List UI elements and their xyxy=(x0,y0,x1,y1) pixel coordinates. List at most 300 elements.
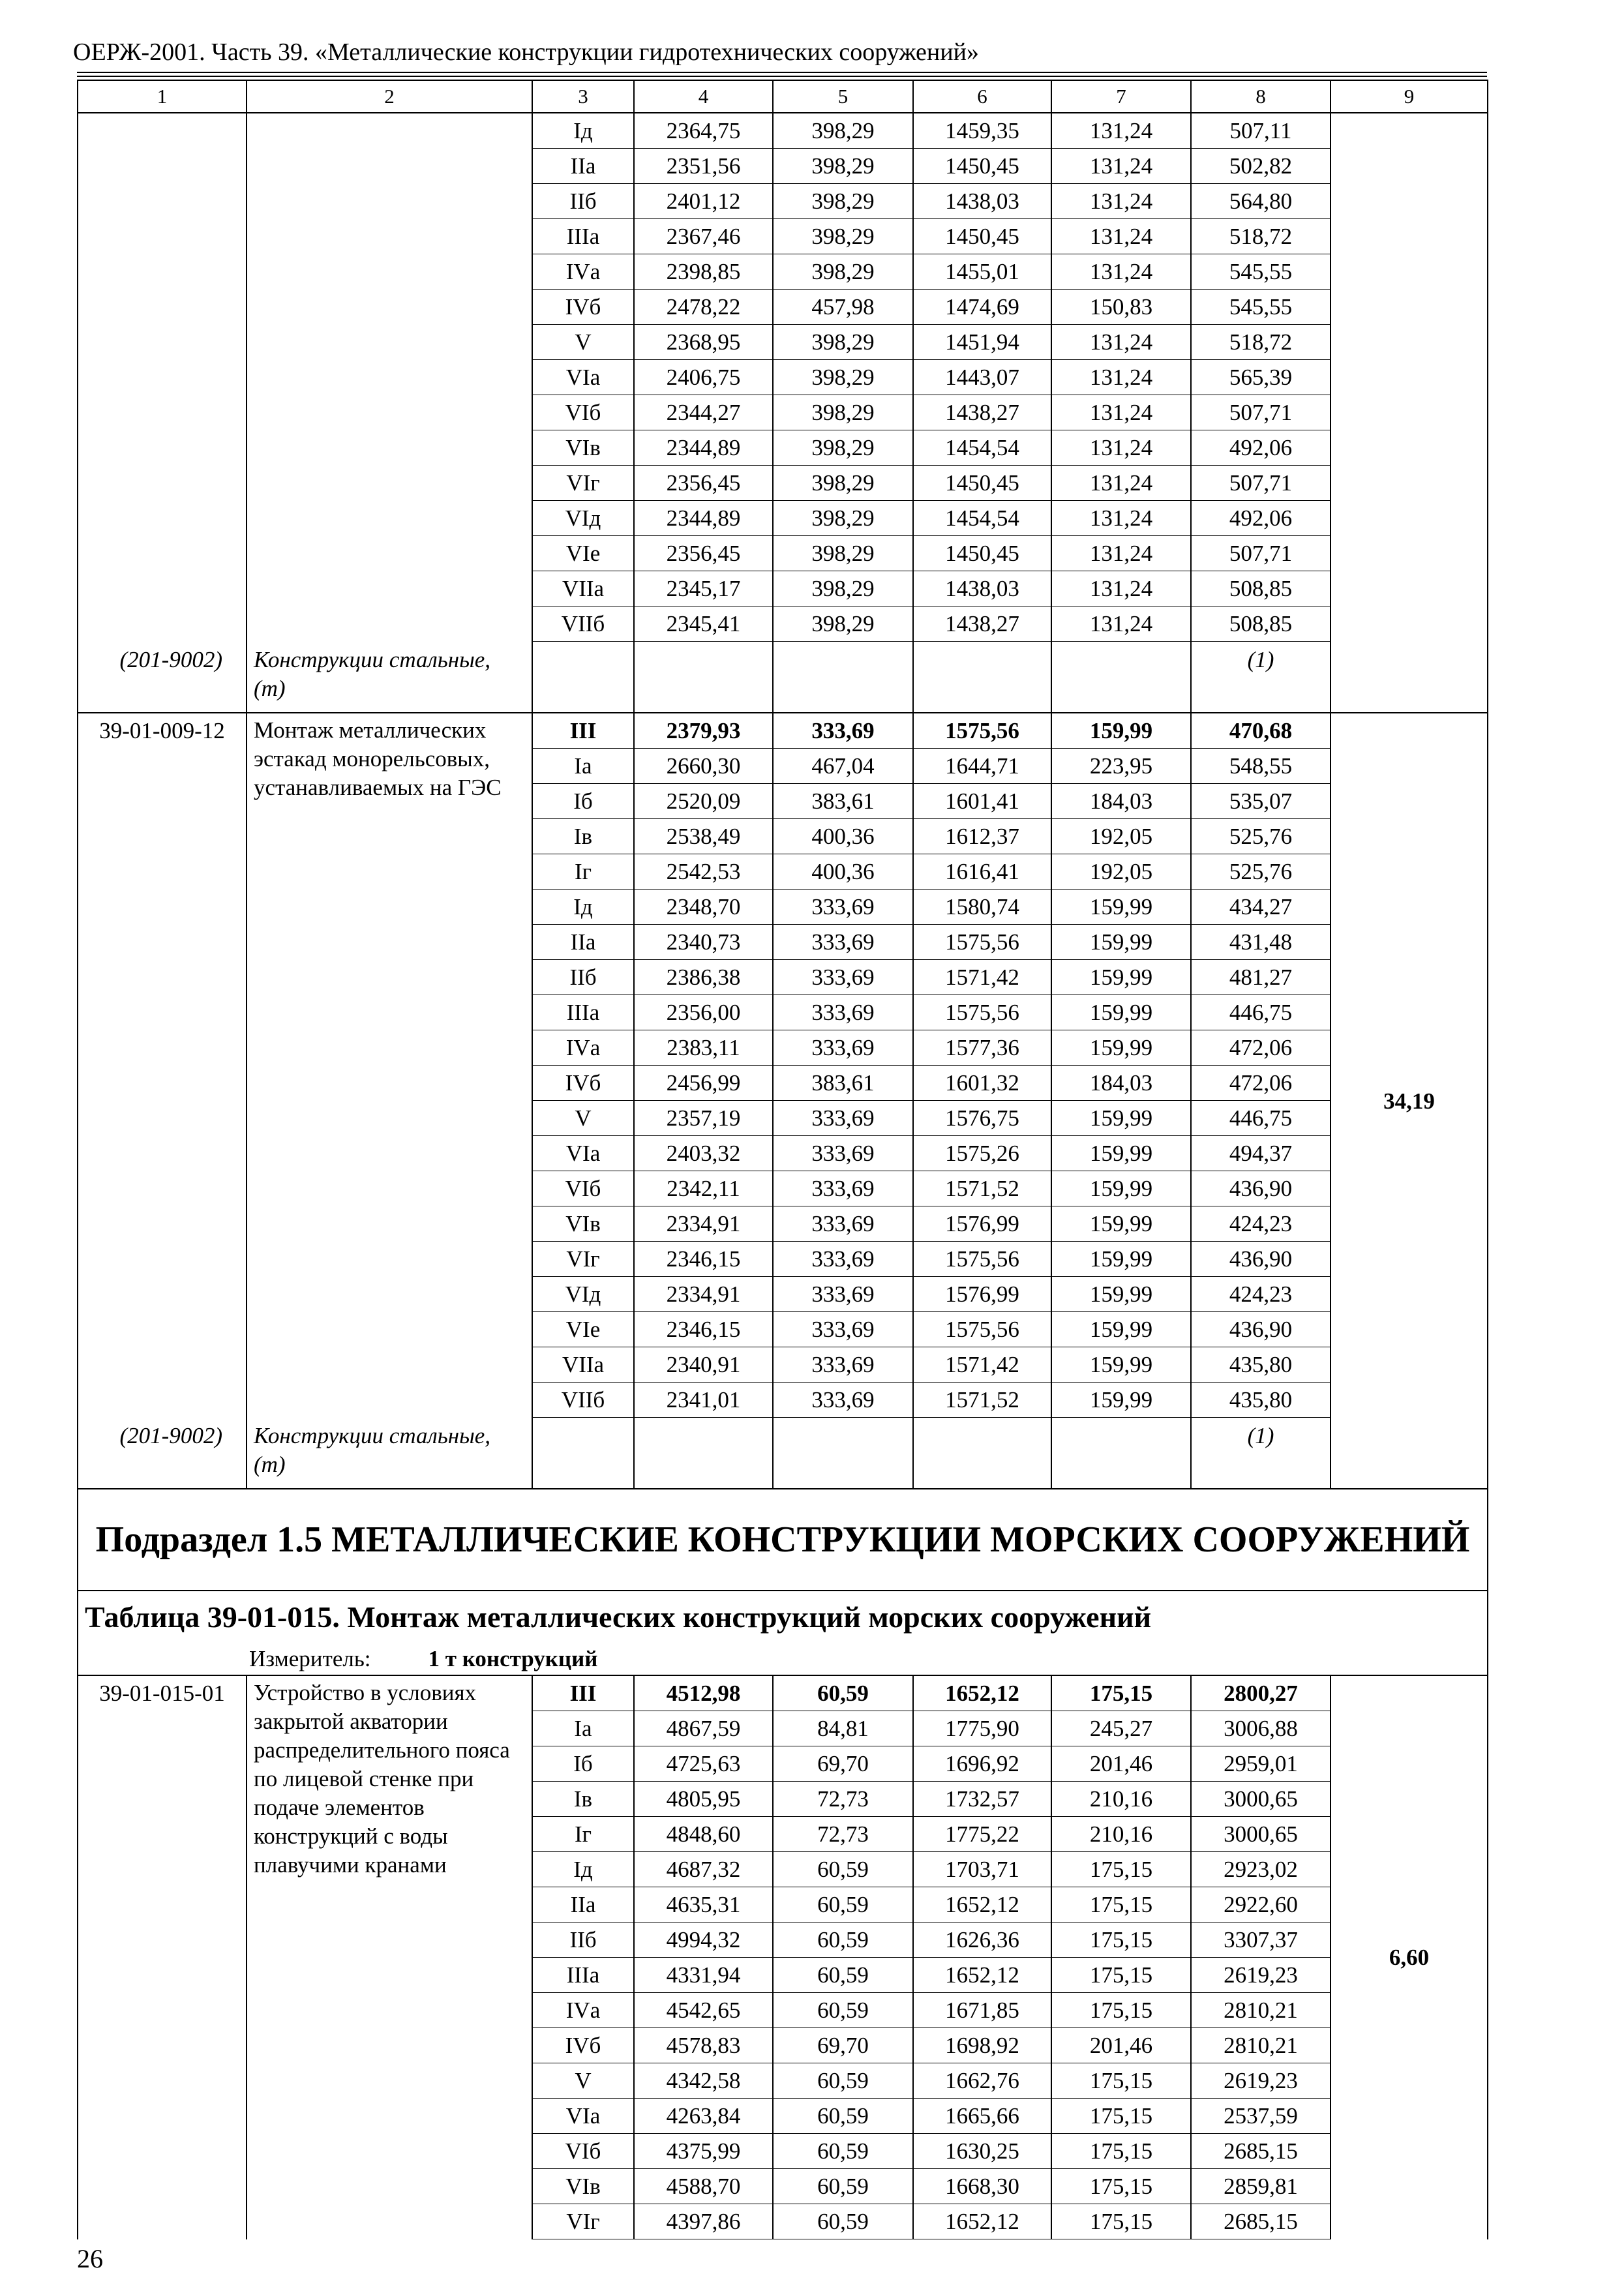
price-value: 60,59 xyxy=(773,1887,913,1922)
price-value: 192,05 xyxy=(1051,819,1191,854)
price-value: 4512,98 xyxy=(634,1675,773,1711)
price-value: 333,69 xyxy=(773,1101,913,1136)
price-value: 1576,99 xyxy=(913,1277,1051,1312)
territory-zone: Iа xyxy=(532,749,634,784)
table-title: Таблица 39-01-015. Монтаж металлических конструкций морских сооружений xyxy=(78,1591,1488,1643)
price-value: 2334,91 xyxy=(634,1206,773,1242)
price-value: 2344,89 xyxy=(634,430,773,466)
price-value: 3006,88 xyxy=(1191,1711,1331,1746)
price-value: 2344,89 xyxy=(634,501,773,536)
price-value: 2859,81 xyxy=(1191,2169,1331,2204)
price-value: 2346,15 xyxy=(634,1242,773,1277)
rate-code: 39-01-009-12 xyxy=(78,713,247,1418)
price-value: 446,75 xyxy=(1191,1101,1331,1136)
price-value: 159,99 xyxy=(1051,1171,1191,1206)
price-value: 131,24 xyxy=(1051,606,1191,642)
price-value: 507,11 xyxy=(1191,113,1331,149)
section-title: Подраздел 1.5 МЕТАЛЛИЧЕСКИЕ КОНСТРУКЦИИ МОРСКИХ СООРУЖЕНИЙ xyxy=(78,1489,1488,1591)
price-value: 159,99 xyxy=(1051,1101,1191,1136)
price-value: 398,29 xyxy=(773,219,913,254)
price-value: 333,69 xyxy=(773,1242,913,1277)
price-value: 1450,45 xyxy=(913,466,1051,501)
price-value: 2356,45 xyxy=(634,536,773,571)
price-value: 492,06 xyxy=(1191,430,1331,466)
price-value: 470,68 xyxy=(1191,713,1331,749)
empty-cell xyxy=(532,642,634,713)
price-value: 60,59 xyxy=(773,1852,913,1887)
price-value: 159,99 xyxy=(1051,1030,1191,1066)
price-value: 508,85 xyxy=(1191,606,1331,642)
table-row xyxy=(78,113,1488,149)
price-value: 525,76 xyxy=(1191,854,1331,890)
price-value: 333,69 xyxy=(773,1347,913,1383)
price-value: 398,29 xyxy=(773,184,913,219)
price-value: 424,23 xyxy=(1191,1206,1331,1242)
price-value: 1601,41 xyxy=(913,784,1051,819)
price-value: 398,29 xyxy=(773,536,913,571)
empty-cell xyxy=(634,642,773,713)
territory-zone: Iв xyxy=(532,1782,634,1817)
territory-zone: VIг xyxy=(532,2204,634,2239)
price-value: 2368,95 xyxy=(634,325,773,360)
price-value: 2398,85 xyxy=(634,254,773,290)
price-value: 525,76 xyxy=(1191,819,1331,854)
price-value: 210,16 xyxy=(1051,1817,1191,1852)
price-value: 2340,91 xyxy=(634,1347,773,1383)
price-value: 131,24 xyxy=(1051,395,1191,430)
price-value: 2334,91 xyxy=(634,1277,773,1312)
price-value: 502,82 xyxy=(1191,149,1331,184)
price-value: 1438,27 xyxy=(913,606,1051,642)
material-code: (201-9002) xyxy=(78,642,247,713)
territory-zone: IIIа xyxy=(532,995,634,1030)
price-value: 400,36 xyxy=(773,854,913,890)
price-value: 457,98 xyxy=(773,290,913,325)
price-value: 1626,36 xyxy=(913,1922,1051,1958)
price-value: 72,73 xyxy=(773,1782,913,1817)
price-value: 159,99 xyxy=(1051,1347,1191,1383)
price-value: 1438,03 xyxy=(913,571,1051,606)
price-value: 131,24 xyxy=(1051,149,1191,184)
price-value: 131,24 xyxy=(1051,501,1191,536)
price-value: 3000,65 xyxy=(1191,1782,1331,1817)
price-value: 131,24 xyxy=(1051,430,1191,466)
territory-zone: VIе xyxy=(532,1312,634,1347)
territory-zone: VIIа xyxy=(532,571,634,606)
price-value: 333,69 xyxy=(773,1383,913,1418)
price-value: 4848,60 xyxy=(634,1817,773,1852)
price-value: 1698,92 xyxy=(913,2028,1051,2063)
price-value: 72,73 xyxy=(773,1817,913,1852)
price-value: 507,71 xyxy=(1191,466,1331,501)
price-value: 1571,42 xyxy=(913,1347,1051,1383)
price-value: 1571,52 xyxy=(913,1171,1051,1206)
price-value: 175,15 xyxy=(1051,1887,1191,1922)
price-value: 175,15 xyxy=(1051,2099,1191,2134)
section-title-row xyxy=(78,1489,1488,1591)
price-value: 4542,65 xyxy=(634,1993,773,2028)
territory-zone: V xyxy=(532,1101,634,1136)
price-value: 1703,71 xyxy=(913,1852,1051,1887)
price-value: 159,99 xyxy=(1051,925,1191,960)
price-value: 2367,46 xyxy=(634,219,773,254)
price-value: 2922,60 xyxy=(1191,1887,1331,1922)
price-value: 2685,15 xyxy=(1191,2134,1331,2169)
territory-zone: IIа xyxy=(532,149,634,184)
price-value: 472,06 xyxy=(1191,1066,1331,1101)
territory-zone: Iа xyxy=(532,1711,634,1746)
price-value: 2364,75 xyxy=(634,113,773,149)
price-value: 175,15 xyxy=(1051,1922,1191,1958)
price-value: 333,69 xyxy=(773,713,913,749)
territory-zone: VIа xyxy=(532,1136,634,1171)
price-value: 383,61 xyxy=(773,1066,913,1101)
price-value: 1630,25 xyxy=(913,2134,1051,2169)
column-number: 5 xyxy=(773,80,913,113)
price-value: 436,90 xyxy=(1191,1312,1331,1347)
price-value: 60,59 xyxy=(773,2063,913,2099)
territory-zone: VIв xyxy=(532,2169,634,2204)
territory-zone: Iд xyxy=(532,113,634,149)
price-value: 159,99 xyxy=(1051,1206,1191,1242)
price-value: 1571,42 xyxy=(913,960,1051,995)
price-value: 2356,00 xyxy=(634,995,773,1030)
price-value: 1616,41 xyxy=(913,854,1051,890)
price-value: 2810,21 xyxy=(1191,1993,1331,2028)
price-value: 4588,70 xyxy=(634,2169,773,2204)
column-number: 1 xyxy=(78,80,247,113)
column-number-row xyxy=(78,80,1488,113)
price-value: 175,15 xyxy=(1051,1993,1191,2028)
work-description xyxy=(247,113,532,642)
work-description: Монтаж металлических эстакад монорельсовых, устанавливаемых на ГЭС xyxy=(247,713,532,1418)
territory-zone: VIв xyxy=(532,1206,634,1242)
price-value: 333,69 xyxy=(773,890,913,925)
price-value: 1775,90 xyxy=(913,1711,1051,1746)
price-value: 60,59 xyxy=(773,2134,913,2169)
price-value: 383,61 xyxy=(773,784,913,819)
price-value: 4805,95 xyxy=(634,1782,773,1817)
price-value: 159,99 xyxy=(1051,1277,1191,1312)
price-value: 1652,12 xyxy=(913,1887,1051,1922)
meter-value: 1 т конструкций xyxy=(428,1646,598,1671)
territory-zone: IVа xyxy=(532,1993,634,2028)
price-value: 4994,32 xyxy=(634,1922,773,1958)
rate-code xyxy=(78,113,247,642)
price-value: 333,69 xyxy=(773,995,913,1030)
price-value: 1665,66 xyxy=(913,2099,1051,2134)
price-value: 2348,70 xyxy=(634,890,773,925)
price-value: 159,99 xyxy=(1051,1242,1191,1277)
price-value: 1454,54 xyxy=(913,430,1051,466)
price-value: 2403,32 xyxy=(634,1136,773,1171)
column-number: 4 xyxy=(634,80,773,113)
price-value: 175,15 xyxy=(1051,1675,1191,1711)
price-value: 4687,32 xyxy=(634,1852,773,1887)
empty-cell xyxy=(913,642,1051,713)
territory-zone: Iв xyxy=(532,819,634,854)
price-value: 4578,83 xyxy=(634,2028,773,2063)
price-value: 175,15 xyxy=(1051,1958,1191,1993)
price-value: 1575,56 xyxy=(913,1242,1051,1277)
price-value: 60,59 xyxy=(773,1922,913,1958)
price-value: 4867,59 xyxy=(634,1711,773,1746)
column-number: 2 xyxy=(247,80,532,113)
price-value: 2345,41 xyxy=(634,606,773,642)
empty-cell xyxy=(773,1418,913,1489)
labor-cost xyxy=(1331,113,1488,713)
price-value: 245,27 xyxy=(1051,1711,1191,1746)
price-value: 159,99 xyxy=(1051,1383,1191,1418)
column-number: 6 xyxy=(913,80,1051,113)
price-value: 131,24 xyxy=(1051,254,1191,290)
price-value: 1443,07 xyxy=(913,360,1051,395)
price-value: 2386,38 xyxy=(634,960,773,995)
territory-zone: Iб xyxy=(532,1746,634,1782)
price-value: 159,99 xyxy=(1051,1312,1191,1347)
price-value: 1450,45 xyxy=(913,219,1051,254)
price-value: 1450,45 xyxy=(913,149,1051,184)
price-value: 467,04 xyxy=(773,749,913,784)
price-value: 398,29 xyxy=(773,149,913,184)
price-value: 131,24 xyxy=(1051,466,1191,501)
price-value: 2342,11 xyxy=(634,1171,773,1206)
price-value: 507,71 xyxy=(1191,536,1331,571)
rate-code: 39-01-015-01 xyxy=(78,1675,247,2239)
price-value: 60,59 xyxy=(773,1958,913,1993)
price-value: 333,69 xyxy=(773,1206,913,1242)
price-value: 446,75 xyxy=(1191,995,1331,1030)
price-value: 1454,54 xyxy=(913,501,1051,536)
price-value: 1652,12 xyxy=(913,1675,1051,1711)
price-value: 1652,12 xyxy=(913,2204,1051,2239)
price-value: 60,59 xyxy=(773,2169,913,2204)
price-value: 131,24 xyxy=(1051,113,1191,149)
price-value: 2660,30 xyxy=(634,749,773,784)
column-number: 3 xyxy=(532,80,634,113)
price-value: 60,59 xyxy=(773,2099,913,2134)
price-value: 1644,71 xyxy=(913,749,1051,784)
material-name: Конструкции стальные, (т) xyxy=(247,642,532,713)
price-value: 159,99 xyxy=(1051,1136,1191,1171)
price-value: 518,72 xyxy=(1191,325,1331,360)
header-rule-2 xyxy=(77,76,1487,77)
price-value: 159,99 xyxy=(1051,890,1191,925)
territory-zone: IVб xyxy=(532,1066,634,1101)
price-value: 84,81 xyxy=(773,1711,913,1746)
price-value: 2456,99 xyxy=(634,1066,773,1101)
territory-zone: Iг xyxy=(532,854,634,890)
price-value: 3000,65 xyxy=(1191,1817,1331,1852)
price-value: 175,15 xyxy=(1051,2063,1191,2099)
empty-cell xyxy=(1051,642,1191,713)
territory-zone: IIб xyxy=(532,960,634,995)
price-value: 472,06 xyxy=(1191,1030,1331,1066)
territory-zone: IIа xyxy=(532,925,634,960)
price-value: 424,23 xyxy=(1191,1277,1331,1312)
territory-zone: IVа xyxy=(532,254,634,290)
price-value: 1601,32 xyxy=(913,1066,1051,1101)
territory-zone: VIб xyxy=(532,2134,634,2169)
territory-zone: VIд xyxy=(532,501,634,536)
price-value: 1451,94 xyxy=(913,325,1051,360)
header-rule xyxy=(77,72,1487,73)
price-value: 434,27 xyxy=(1191,890,1331,925)
column-number: 7 xyxy=(1051,80,1191,113)
rates-table xyxy=(77,80,1488,2239)
price-value: 1450,45 xyxy=(913,536,1051,571)
empty-cell xyxy=(773,642,913,713)
price-value: 1575,26 xyxy=(913,1136,1051,1171)
price-value: 398,29 xyxy=(773,606,913,642)
price-value: 69,70 xyxy=(773,1746,913,1782)
price-value: 175,15 xyxy=(1051,2134,1191,2169)
price-value: 2341,01 xyxy=(634,1383,773,1418)
price-value: 4263,84 xyxy=(634,2099,773,2134)
price-value: 1575,56 xyxy=(913,713,1051,749)
price-value: 2685,15 xyxy=(1191,2204,1331,2239)
price-value: 398,29 xyxy=(773,430,913,466)
price-value: 131,24 xyxy=(1051,184,1191,219)
price-value: 131,24 xyxy=(1051,536,1191,571)
price-value: 2619,23 xyxy=(1191,2063,1331,2099)
price-value: 2810,21 xyxy=(1191,2028,1331,2063)
price-value: 2406,75 xyxy=(634,360,773,395)
page-header: ОЕРЖ-2001. Часть 39. «Металлические конструкции гидротехнических сооружений» xyxy=(73,38,979,66)
price-value: 159,99 xyxy=(1051,995,1191,1030)
price-value: 192,05 xyxy=(1051,854,1191,890)
price-value: 333,69 xyxy=(773,1171,913,1206)
territory-zone: IVб xyxy=(532,2028,634,2063)
material-footnote-row xyxy=(78,642,1488,713)
territory-zone: V xyxy=(532,325,634,360)
price-value: 4397,86 xyxy=(634,2204,773,2239)
price-value: 333,69 xyxy=(773,960,913,995)
price-value: 398,29 xyxy=(773,254,913,290)
price-value: 2478,22 xyxy=(634,290,773,325)
price-value: 398,29 xyxy=(773,466,913,501)
territory-zone: VIIб xyxy=(532,606,634,642)
territory-zone: IVб xyxy=(532,290,634,325)
price-value: 150,83 xyxy=(1051,290,1191,325)
price-value: 1662,76 xyxy=(913,2063,1051,2099)
price-value: 223,95 xyxy=(1051,749,1191,784)
territory-zone: Iг xyxy=(532,1817,634,1852)
price-value: 2542,53 xyxy=(634,854,773,890)
territory-zone: VIа xyxy=(532,2099,634,2134)
material-quantity: (1) xyxy=(1191,642,1331,713)
price-value: 2619,23 xyxy=(1191,1958,1331,1993)
price-value: 1455,01 xyxy=(913,254,1051,290)
price-value: 1580,74 xyxy=(913,890,1051,925)
price-value: 492,06 xyxy=(1191,501,1331,536)
price-value: 1696,92 xyxy=(913,1746,1051,1782)
table-row xyxy=(78,1675,1488,1711)
territory-zone: VIе xyxy=(532,536,634,571)
price-value: 60,59 xyxy=(773,1675,913,1711)
territory-zone: VIIб xyxy=(532,1383,634,1418)
territory-zone: IIб xyxy=(532,1922,634,1958)
price-value: 494,37 xyxy=(1191,1136,1331,1171)
price-value: 1671,85 xyxy=(913,1993,1051,2028)
territory-zone: VIг xyxy=(532,1242,634,1277)
price-value: 131,24 xyxy=(1051,325,1191,360)
price-value: 1668,30 xyxy=(913,2169,1051,2204)
price-value: 333,69 xyxy=(773,1030,913,1066)
price-value: 131,24 xyxy=(1051,219,1191,254)
price-value: 2538,49 xyxy=(634,819,773,854)
price-value: 4375,99 xyxy=(634,2134,773,2169)
territory-zone: IIа xyxy=(532,1887,634,1922)
price-value: 175,15 xyxy=(1051,1852,1191,1887)
material-name: Конструкции стальные, (т) xyxy=(247,1418,532,1489)
price-value: 507,71 xyxy=(1191,395,1331,430)
table-title-row xyxy=(78,1591,1488,1643)
territory-zone: IIб xyxy=(532,184,634,219)
price-value: 2520,09 xyxy=(634,784,773,819)
price-value: 535,07 xyxy=(1191,784,1331,819)
price-value: 2959,01 xyxy=(1191,1746,1331,1782)
price-value: 184,03 xyxy=(1051,784,1191,819)
territory-zone: III xyxy=(532,1675,634,1711)
empty-cell xyxy=(1051,1418,1191,1489)
price-value: 1438,27 xyxy=(913,395,1051,430)
meter-cell xyxy=(78,1643,1488,1675)
price-value: 4635,31 xyxy=(634,1887,773,1922)
price-value: 159,99 xyxy=(1051,960,1191,995)
territory-zone: IVа xyxy=(532,1030,634,1066)
territory-zone: VIб xyxy=(532,1171,634,1206)
labor-cost: 6,60 xyxy=(1331,1675,1488,2239)
territory-zone: Iд xyxy=(532,890,634,925)
price-value: 435,80 xyxy=(1191,1383,1331,1418)
price-value: 1576,75 xyxy=(913,1101,1051,1136)
price-value: 4725,63 xyxy=(634,1746,773,1782)
meter-row xyxy=(78,1643,1488,1675)
price-value: 436,90 xyxy=(1191,1242,1331,1277)
price-value: 2351,56 xyxy=(634,149,773,184)
territory-zone: IIIа xyxy=(532,219,634,254)
price-value: 1732,57 xyxy=(913,1782,1051,1817)
meter-label: Измеритель: xyxy=(249,1646,371,1671)
price-value: 400,36 xyxy=(773,819,913,854)
price-value: 2537,59 xyxy=(1191,2099,1331,2134)
price-value: 545,55 xyxy=(1191,290,1331,325)
price-value: 2401,12 xyxy=(634,184,773,219)
price-value: 1652,12 xyxy=(913,1958,1051,1993)
price-value: 159,99 xyxy=(1051,713,1191,749)
labor-cost: 34,19 xyxy=(1331,713,1488,1489)
price-value: 2340,73 xyxy=(634,925,773,960)
price-value: 398,29 xyxy=(773,571,913,606)
price-value: 333,69 xyxy=(773,1312,913,1347)
price-value: 2383,11 xyxy=(634,1030,773,1066)
territory-zone: VIб xyxy=(532,395,634,430)
territory-zone: Iд xyxy=(532,1852,634,1887)
price-value: 333,69 xyxy=(773,1136,913,1171)
territory-zone: VIг xyxy=(532,466,634,501)
price-value: 2345,17 xyxy=(634,571,773,606)
price-value: 565,39 xyxy=(1191,360,1331,395)
price-value: 545,55 xyxy=(1191,254,1331,290)
price-value: 564,80 xyxy=(1191,184,1331,219)
territory-zone: IIIа xyxy=(532,1958,634,1993)
work-description: Устройство в условиях закрытой акватории распределительного пояса по лицевой стенке при подаче элементов конструкций с воды плавучими кранами xyxy=(247,1675,532,2239)
price-value: 2923,02 xyxy=(1191,1852,1331,1887)
material-code: (201-9002) xyxy=(78,1418,247,1489)
material-footnote-row xyxy=(78,1418,1488,1489)
price-value: 69,70 xyxy=(773,2028,913,2063)
